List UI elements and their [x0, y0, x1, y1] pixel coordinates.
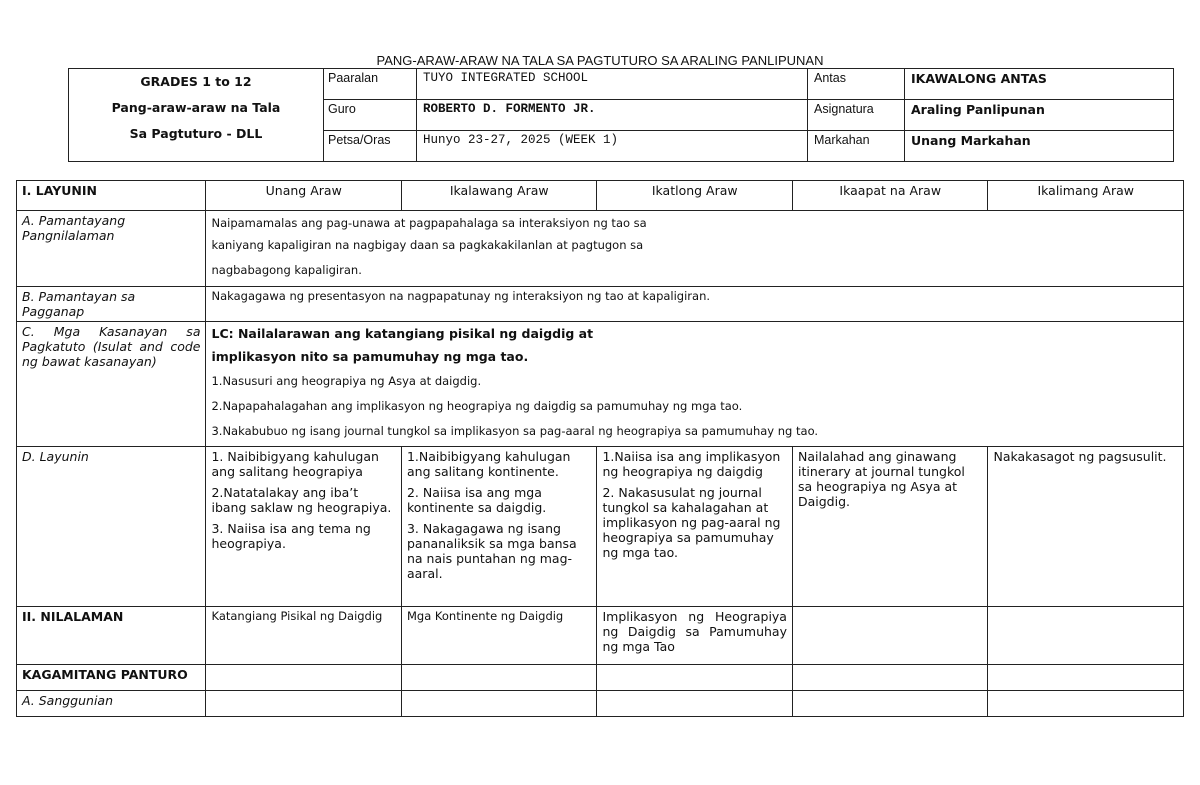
- col-header-day4: Ikaapat na Araw: [792, 181, 988, 211]
- d-day2-item-2: 2. Naiisa isa ang mga kontinente sa daigdig.: [406, 485, 547, 515]
- col-header-day5: Ikalimang Araw: [988, 181, 1184, 211]
- d-day1-item-3: 3. Naiisa isa ang tema ng heograpiya.: [211, 521, 371, 551]
- kag-day4: [792, 665, 988, 691]
- kag-day5: [988, 665, 1184, 691]
- kag-day2: [401, 665, 597, 691]
- row-label-a: A. Pamantayang Pangnilalaman: [17, 211, 206, 287]
- ii-day3: Implikasyon ng Heograpiya ng Daigdig sa Pamumuhay ng mga Tao: [597, 607, 793, 665]
- a-line-2: kaniyang kapaligiran na nagbigay daan sa pagkakakilanlan at pagtugon sa: [211, 238, 644, 252]
- subject-value: Araling Panlipunan: [905, 100, 1174, 131]
- ii-day2: Mga Kontinente ng Daigdig: [401, 607, 597, 665]
- sang-day3: [597, 691, 793, 717]
- dll-line-2: Sa Pagtuturo - DLL: [129, 126, 263, 141]
- d-day3-item-1: 1.Naiisa isa ang implikasyon ng heograpiya ng daigdig: [602, 449, 781, 479]
- lc-line-2: implikasyon nito sa pamumuhay ng mga tao.: [211, 349, 529, 364]
- d-day1-item-2: 2.Natatalakay ang iba’t ibang saklaw ng heograpiya.: [211, 485, 392, 515]
- header-table: [68, 68, 1174, 162]
- col-header-day3: Ikatlong Araw: [597, 181, 793, 211]
- school-label: Paaralan: [324, 69, 417, 100]
- school-value: TUYO INTEGRATED SCHOOL: [417, 69, 808, 100]
- d-day1-item-1: 1. Naibibigyang kahulugan ang salitang heograpiya: [211, 449, 379, 479]
- row-label-b: B. Pamantayan sa Pagganap: [17, 287, 206, 322]
- row-a-content: [206, 211, 1184, 287]
- ii-day4: [792, 607, 988, 665]
- row-label-kagamitan: KAGAMITANG PANTURO: [17, 665, 206, 691]
- c-item-2: 2.Napapahalagahan ang implikasyon ng heograpiya ng daigdig sa pamumuhay ng mga tao.: [211, 399, 743, 413]
- teacher-label: Guro: [324, 100, 417, 131]
- c-item-3: 3.Nakabubuo ng isang journal tungkol sa implikasyon sa pag-aaral ng heograpiya sa pamumuhay ng tao.: [211, 424, 819, 438]
- row-label-c: C. Mga Kasanayan sa Pagkatuto (Isulat and code ng bawat kasanayan): [17, 322, 206, 447]
- sang-day5: [988, 691, 1184, 717]
- d-day3: [597, 447, 793, 607]
- d-day1: [206, 447, 402, 607]
- grades-cell: [69, 69, 324, 162]
- row-b-content: Nakagagawa ng presentasyon na nagpapatunay ng interaksiyon ng tao at kapaligiran.: [206, 287, 1184, 322]
- quarter-value: Unang Markahan: [905, 131, 1174, 162]
- row-label-ii: II. NILALAMAN: [17, 607, 206, 665]
- subject-label: Asignatura: [808, 100, 905, 131]
- d-day5: Nakakasagot ng pagsusulit.: [988, 447, 1184, 607]
- lc-line-1: LC: Nailalarawan ang katangiang pisikal ng daigdig at: [211, 326, 594, 341]
- sang-day1: [206, 691, 402, 717]
- sang-day2: [401, 691, 597, 717]
- ii-day1: Katangiang Pisikal ng Daigdig: [206, 607, 402, 665]
- c-item-1: 1.Nasusuri ang heograpiya ng Asya at daigdig.: [211, 374, 482, 388]
- col-header-layunin: I. LAYUNIN: [17, 181, 206, 211]
- d-day2-item-1: 1.Naibibigyang kahulugan ang salitang kontinente.: [406, 449, 571, 479]
- row-label-sanggunian: A. Sanggunian: [17, 691, 206, 717]
- grades-text: GRADES 1 to 12: [140, 74, 252, 89]
- document-title: PANG-ARAW-ARAW NA TALA SA PAGTUTURO SA ARALING PANLIPUNAN: [376, 53, 824, 68]
- dll-table: [16, 180, 1184, 717]
- level-label: Antas: [808, 69, 905, 100]
- date-value: Hunyo 23-27, 2025 (WEEK 1): [417, 131, 808, 162]
- kag-day3: [597, 665, 793, 691]
- a-line-3: nagbabagong kapaligiran.: [211, 263, 362, 277]
- row-label-d: D. Layunin: [17, 447, 206, 607]
- row-c-content: [206, 322, 1184, 447]
- level-value: IKAWALONG ANTAS: [905, 69, 1174, 100]
- d-day3-item-2: 2. Nakasusulat ng journal tungkol sa kahalagahan at implikasyon ng pag-aaral ng heograpiya sa pamumuhay ng mga tao.: [602, 485, 781, 560]
- col-header-day1: Unang Araw: [206, 181, 402, 211]
- col-header-day2: Ikalawang Araw: [401, 181, 597, 211]
- dll-line-1: Pang-araw-araw na Tala: [111, 100, 281, 115]
- sang-day4: [792, 691, 988, 717]
- d-day2-item-3: 3. Nakagagawa ng isang pananaliksik sa mga bansa na nais puntahan ng mag-aaral.: [406, 521, 577, 581]
- d-day4: Nailalahad ang ginawang itinerary at journal tungkol sa heograpiya ng Asya at Daigdig.: [792, 447, 988, 607]
- date-label: Petsa/Oras: [324, 131, 417, 162]
- teacher-value: ROBERTO D. FORMENTO JR.: [417, 100, 808, 131]
- kag-day1: [206, 665, 402, 691]
- ii-day5: [988, 607, 1184, 665]
- a-line-1: Naipamamalas ang pag-unawa at pagpapahalaga sa interaksiyon ng tao sa: [211, 216, 647, 230]
- d-day2: [401, 447, 597, 607]
- quarter-label: Markahan: [808, 131, 905, 162]
